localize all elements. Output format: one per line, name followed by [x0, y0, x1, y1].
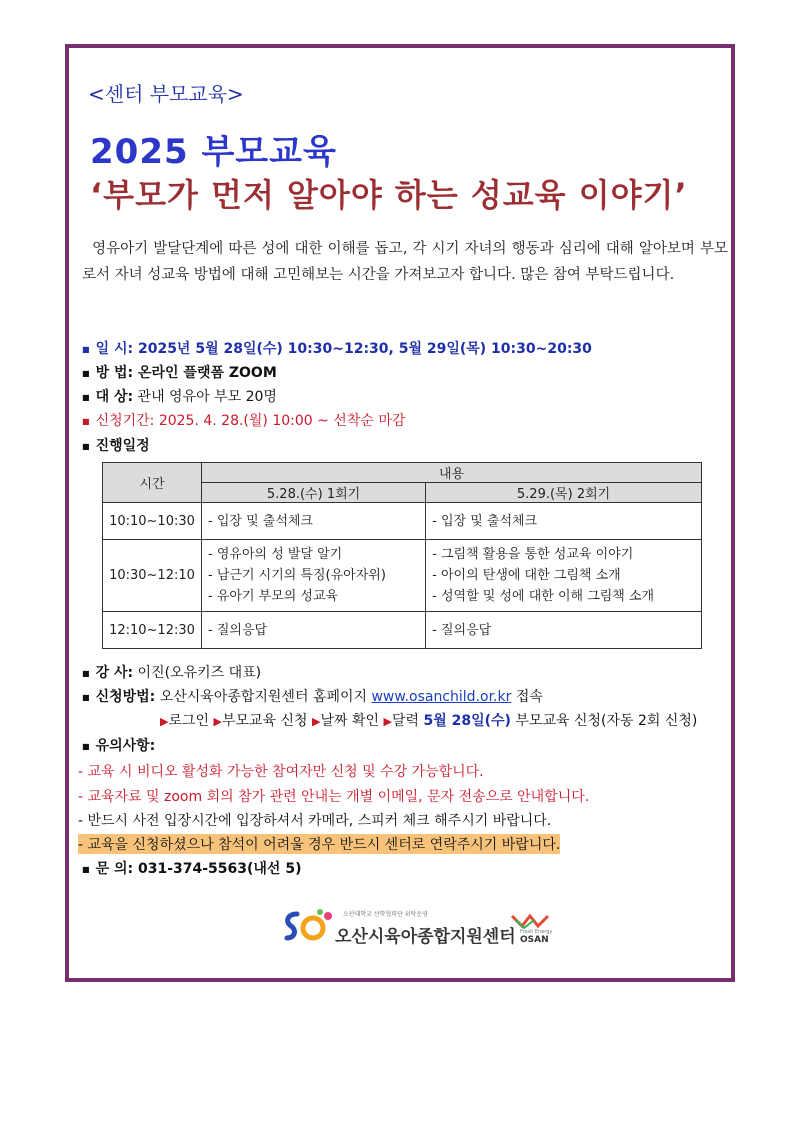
note-item: - 반드시 사전 입장시간에 입장하셔서 카메라, 스피커 체크 해주시기 바랍니다. [78, 813, 552, 829]
day2-header: 5.29.(목) 2회기 [426, 483, 702, 503]
logo-subtitle: 오산대학교 산학협력단 위탁운영 [343, 911, 428, 918]
osan-logo-icon [508, 910, 558, 944]
bullet-icon: ■ [82, 344, 90, 354]
target-value: 관내 영유아 부모 20명 [137, 389, 277, 405]
lecturer-value: 이진(오유키즈 대표) [137, 665, 262, 681]
item: - 그림책 활용을 통한 성교육 이야기 [432, 547, 634, 562]
arrow-right-icon: ▶ [312, 715, 321, 728]
item: - 아이의 탄생에 대한 그림책 소개 [432, 568, 621, 583]
bullet-icon: ■ [82, 692, 90, 702]
step-calendar: 달력 [391, 713, 420, 729]
step-login: 로그인 [168, 713, 210, 729]
apply-steps [160, 710, 697, 730]
note-item-highlighted: - 교육을 신청하셨으나 참석이 어려울 경우 반드시 센터로 연락주시기 바랍니다. [78, 834, 560, 854]
bullet-icon: ■ [82, 368, 90, 378]
title-line-1: 2025 부모교육 [90, 132, 337, 172]
day2-cell [426, 503, 702, 540]
item: - 성역할 및 성에 대한 이해 그림책 소개 [432, 589, 655, 604]
time-cell: 10:30~12:10 [103, 540, 202, 612]
apply-period: 신청기간: 2025. 4. 28.(월) 10:00 ~ 선착순 마감 [95, 413, 406, 429]
apply-method-prefix: 오산시육아종합지원센터 홈페이지 [159, 689, 368, 705]
item: - 영유아의 성 발달 알기 [208, 547, 343, 562]
homepage-link[interactable]: www.osanchild.or.kr [371, 689, 512, 705]
info-date [82, 338, 592, 358]
bullet-icon: ■ [82, 416, 90, 426]
info-notes [82, 735, 155, 755]
osan-logo [508, 910, 558, 948]
info-apply-method [82, 686, 543, 706]
item: - 입장 및 출석체크 [208, 513, 313, 529]
info-apply-period [82, 410, 405, 430]
schedule-table [102, 462, 702, 649]
apply-method-suffix: 접속 [515, 689, 543, 705]
intro-text: 영유아기 발달단계에 따른 성에 대한 이해를 돕고, 각 시기 자녀의 행동과 심리에 대해 알아보며 부모로서 자녀 성교육 방법에 대해 고민해보는 시간을 가져보고자 합니다. 많은 참여 부탁드립니다. [82, 241, 728, 283]
logo-title: 오산시육아종합지원센터 [335, 927, 516, 947]
time-cell: 12:10~12:30 [103, 612, 202, 649]
table-row [103, 612, 702, 649]
step-apply: 부모교육 신청 [221, 713, 308, 729]
osan-tag: Fresh Energy [520, 929, 553, 935]
notes-label: 유의사항: [95, 738, 156, 754]
target-label: 대 상: [95, 389, 134, 405]
content-header: 내용 [202, 463, 702, 483]
center-label: <센터 부모교육> [88, 82, 244, 106]
bullet-icon: ■ [82, 668, 90, 678]
contact-value: 031-374-5563(내선 5) [137, 861, 302, 877]
table-row [103, 503, 702, 540]
day1-cell [202, 503, 426, 540]
step-final: 부모교육 신청(자동 2회 신청) [515, 713, 698, 729]
item: - 입장 및 출석체크 [432, 513, 538, 529]
day2-cell [426, 612, 702, 649]
day1-header: 5.28.(수) 1회기 [202, 483, 426, 503]
schedule-label: 진행일정 [95, 438, 150, 454]
arrow-right-icon: ▶ [160, 715, 169, 728]
item: - 남근기 시기의 특징(유아자위) [208, 568, 386, 583]
step-date-check: 날짜 확인 [320, 713, 380, 729]
info-contact [82, 858, 301, 878]
info-method [82, 362, 277, 382]
table-row [103, 540, 702, 612]
arrow-right-icon: ▶ [213, 715, 222, 728]
bullet-icon: ■ [82, 441, 90, 451]
time-cell: 10:10~10:30 [103, 503, 202, 540]
note-item: - 교육자료 및 zoom 회의 참가 관련 안내는 개별 이메일, 문자 전송으로 안내합니다. [78, 789, 590, 805]
lecturer-label: 강 사: [95, 665, 134, 681]
center-logo-icon [283, 908, 335, 944]
title-line-2: ‘부모가 먼저 알아야 하는 성교육 이야기’ [90, 176, 688, 214]
bullet-icon: ■ [82, 741, 90, 751]
bullet-icon: ■ [82, 392, 90, 402]
osan-name: OSAN [520, 935, 549, 944]
day1-cell [202, 612, 426, 649]
method-label: 방 법: [95, 365, 134, 381]
day2-cell [426, 540, 702, 612]
info-schedule [82, 435, 150, 455]
table-header-row [103, 463, 702, 483]
date-label: 일 시: [95, 341, 134, 357]
center-logo [283, 908, 516, 948]
date-value: 2025년 5월 28일(수) 10:30~12:30, 5월 29일(목) 10:30~20:30 [137, 341, 592, 357]
apply-method-label: 신청방법: [95, 689, 156, 705]
day1-cell [202, 540, 426, 612]
item: - 질의응답 [432, 622, 492, 638]
info-target [82, 386, 277, 406]
intro-paragraph [82, 236, 728, 288]
time-header: 시간 [103, 463, 202, 503]
arrow-right-icon: ▶ [383, 715, 392, 728]
info-lecturer [82, 662, 261, 682]
item: - 유아기 부모의 성교육 [208, 589, 339, 604]
item: - 질의응답 [208, 622, 268, 638]
note-item: - 교육 시 비디오 활성화 가능한 참여자만 신청 및 수강 가능합니다. [78, 764, 484, 780]
step-date: 5월 28일(수) [423, 713, 511, 729]
bullet-icon: ■ [82, 864, 90, 874]
method-value: 온라인 플랫폼 ZOOM [137, 365, 277, 381]
contact-label: 문 의: [95, 861, 134, 877]
